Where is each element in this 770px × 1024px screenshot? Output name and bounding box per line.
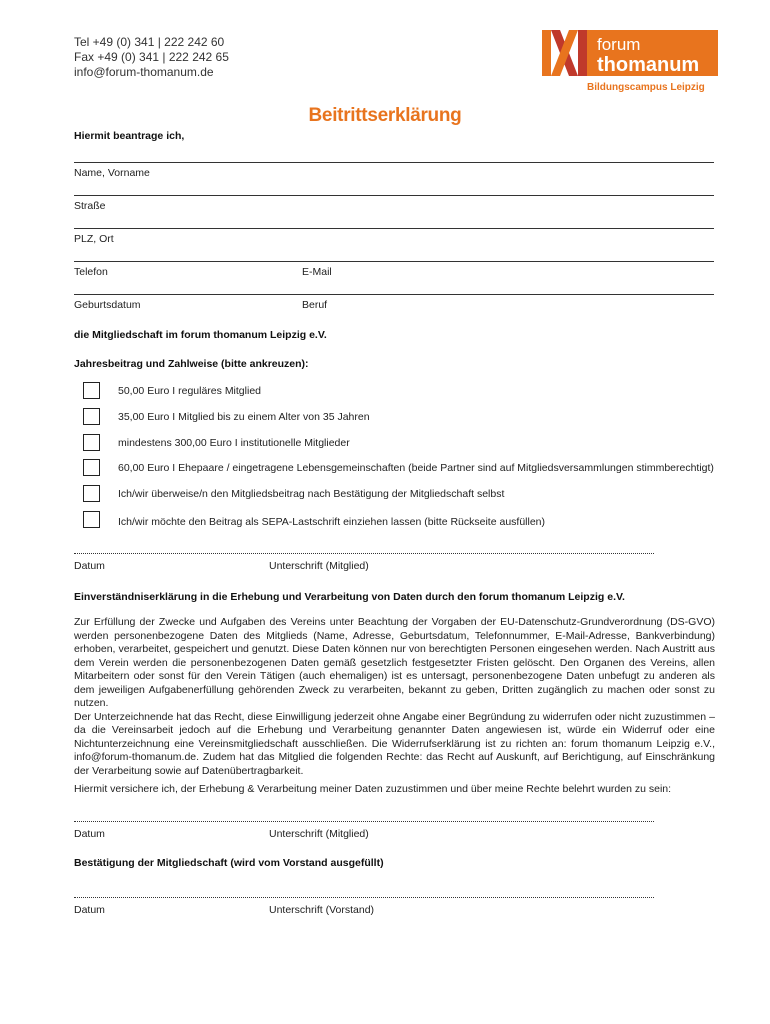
city-field-line[interactable] [74,228,714,229]
option-checkbox-institutional[interactable] [83,434,100,451]
option-label-youth: 35,00 Euro I Mitglied bis zu einem Alter von 35 Jahren [118,411,370,423]
job-field-label: Beruf [302,299,328,311]
signature-date-label-1: Datum [74,560,105,572]
option-label-couple: 60,00 Euro I Ehepaare / eingetragene Lebensgemeinschaften (beide Partner sind auf Mitgliedsversammlungen stimmberechtigt) [118,462,714,474]
signature-sign-label-3: Unterschrift (Vorstand) [269,904,375,916]
option-label-sepa: Ich/wir möchte den Beitrag als SEPA-Lastschrift einziehen lassen (bitte Rückseite ausfüllen) [118,516,546,528]
option-checkbox-sepa[interactable] [83,511,100,528]
option-checkbox-regular[interactable] [83,382,100,399]
street-field-line[interactable] [74,195,714,196]
option-label-transfer: Ich/wir überweise/n den Mitgliedsbeitrag nach Bestätigung der Mitgliedschaft selbst [118,488,505,500]
logo-line2: thomanum [597,54,700,76]
option-checkbox-couple[interactable] [83,459,100,476]
logo-line1: forum [597,35,641,54]
option-checkbox-youth[interactable] [83,408,100,425]
membership-text: die Mitgliedschaft im forum thomanum Leipzig e.V. [74,329,327,341]
city-field-label: PLZ, Ort [74,233,114,245]
consent-paragraph-2: Der Unterzeichnende hat das Recht, diese Einwilligung jederzeit ohne Angabe einer Begründung zu widerrufen oder nicht zuzustimmen – da die Vereinsarbeit jedoch auf die Erhebung und Verarbeitung genannter Daten angewiesen ist, würde ein Widerruf oder eine Nichtunterzeichnung eine Vereinsmitgliedschaft ausschließen. Die Widerrufserklärung ist zu richten an: forum thomanum Leipzig e.V., info@forum-thomanum.de. Zudem hat das Mitglied die folgenden Rechte: das Recht auf Auskunft, auf Berichtigung, auf Einschränkung der Verarbeitung sowie auf Datenübertragbarkeit. [74,710,715,777]
option-checkbox-transfer[interactable] [83,485,100,502]
contact-block [74,35,229,80]
consent-paragraph-1: Zur Erfüllung der Zwecke und Aufgaben des Vereins unter Beachtung der Vorgaben der EU-Datenschutz-Grundverordnung (DS-GVO) werden personenbezogene Daten des Mitglieds (Name, Adresse, Geburtsdatum, Telefonnummer, E-Mail-Adresse, Bankverbindung) erhoben, verarbeitet, gespeichert und genutzt. Diese Daten können nur von berechtigten Personen eingesehen werden. Nach Austritt aus dem Verein werden die personenbezogenen Daten gemäß gesetzlich festgesetzter Fristen gelöscht. Den Organen des Vereins, allen Mitarbeitern oder sonst für den Verein Tätigen (auch ehemaligen) ist es untersagt, personenbezogene Daten unbefugt zu anderen als dem jeweiligen Aufgabenerfüllung gehörenden Zweck zu verarbeiten, bekannt zu geben, Dritten zugänglich zu machen oder sonst zu nutzen. [74,616,715,709]
contact-email: info@forum-thomanum.de [74,65,214,79]
signature-line-board[interactable] [74,897,654,898]
contact-fax: Fax +49 (0) 341 | 222 242 65 [74,50,229,64]
consent-heading: Einverständniserklärung in die Erhebung und Verarbeitung von Daten durch den forum thomanum Leipzig e.V. [74,591,625,603]
consent-confirm-text: Hiermit versichere ich, der Erhebung & Verarbeitung meiner Daten zuzustimmen und über meine Rechte belehrt wurden zu sein: [74,783,672,795]
consent-text [74,616,715,778]
confirm-heading: Bestätigung der Mitgliedschaft (wird vom Vorstand ausgefüllt) [74,857,384,869]
signature-date-label-2: Datum [74,828,105,840]
phone-field-label: Telefon [74,266,108,278]
phone-email-field-line[interactable] [74,261,714,262]
logo-tagline: Bildungscampus Leipzig [587,82,705,93]
option-label-institutional: mindestens 300,00 Euro I institutionelle Mitglieder [118,437,350,449]
page-title: Beitrittserklärung [308,105,462,126]
option-label-regular: 50,00 Euro I reguläres Mitglied [118,385,261,397]
fee-heading: Jahresbeitrag und Zahlweise (bitte ankreuzen): [74,358,309,370]
birthdate-field-label: Geburtsdatum [74,299,141,311]
signature-sign-label-2: Unterschrift (Mitglied) [269,828,369,840]
signature-sign-label-1: Unterschrift (Mitglied) [269,560,369,572]
street-field-label: Straße [74,200,106,212]
signature-line-member-2[interactable] [74,821,654,822]
intro-text: Hiermit beantrage ich, [74,130,185,142]
signature-line-member-1[interactable] [74,553,654,554]
email-field-label: E-Mail [302,266,332,278]
forum-thomanum-logo [542,30,718,96]
name-field-line[interactable] [74,162,714,163]
contact-phone: Tel +49 (0) 341 | 222 242 60 [74,35,225,49]
signature-date-label-3: Datum [74,904,105,916]
birth-job-field-line[interactable] [74,294,714,295]
name-field-label: Name, Vorname [74,167,150,179]
